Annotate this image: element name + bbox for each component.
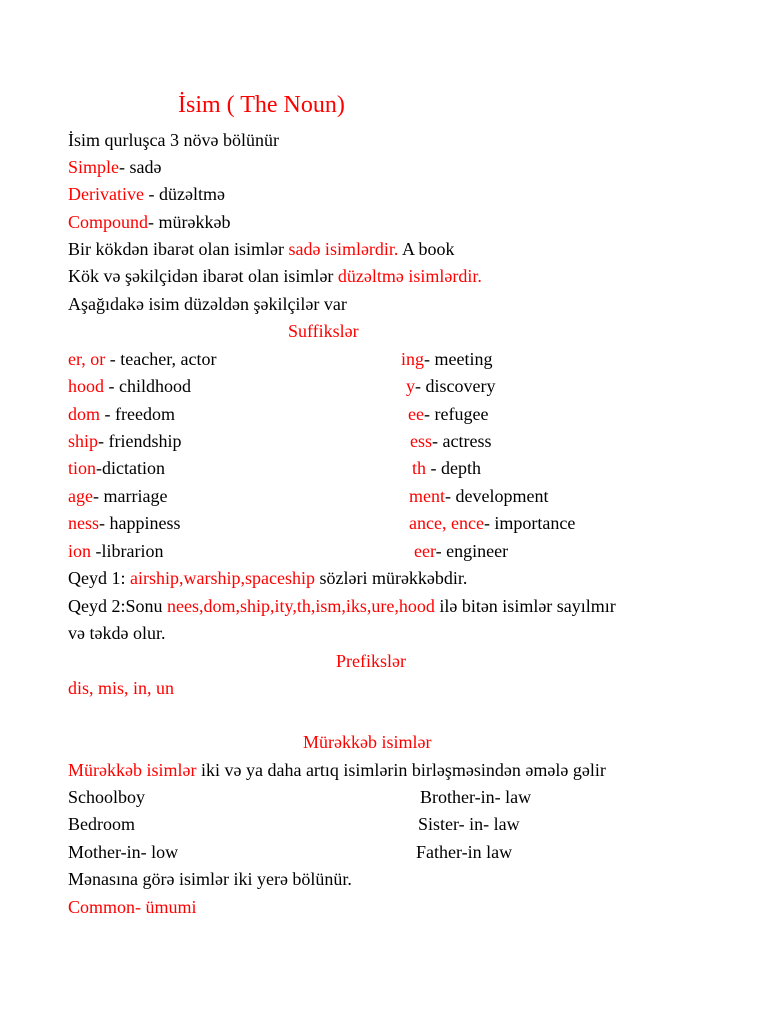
suffix-example: - freedom — [100, 404, 175, 424]
note-2 — [68, 595, 616, 617]
note-text: Qeyd 2:Sonu — [68, 596, 167, 616]
suffix-item — [68, 485, 167, 507]
suffix-item — [68, 540, 164, 562]
note-highlight: nees,dom,ship,ity,th,ism,iks,ure,hood — [167, 596, 435, 616]
suffix-term: ness — [68, 513, 99, 533]
suffix-term: ance, ence — [409, 513, 484, 533]
suffix-example: - importance — [483, 513, 576, 533]
suffix-item — [409, 512, 575, 534]
intro-line: İsim qurluşca 3 növə bölünür — [68, 130, 279, 150]
suffix-term: age — [68, 486, 93, 506]
suffix-item — [68, 403, 175, 425]
note-2-continuation: və təkdə olur. — [68, 623, 166, 643]
suffix-item — [68, 430, 182, 452]
common-def: - ümumi — [135, 897, 197, 917]
compound-example: Brother-in- law — [420, 787, 532, 807]
sentence-highlight: düzəltmə isimlərdir. — [337, 266, 482, 286]
simple-def: - sadə — [119, 157, 162, 177]
sentence-text: Bir kökdən ibarət olan isimlər — [68, 239, 289, 259]
suffix-example: - friendship — [98, 431, 182, 451]
suffixes-heading: Suffikslər — [288, 321, 359, 341]
suffix-term: dom — [68, 404, 101, 424]
suffix-term: ing — [401, 349, 425, 369]
suffix-term: ment — [409, 486, 445, 506]
suffix-item — [68, 512, 180, 534]
sentence-text: A book — [398, 239, 455, 259]
suffix-item — [409, 485, 548, 507]
suffix-item — [412, 457, 481, 479]
page-title: İsim ( The Noun) — [178, 92, 345, 118]
compound-def: - mürəkkəb — [148, 212, 231, 232]
suffix-example: -librarion — [91, 541, 164, 561]
note-1 — [68, 567, 467, 589]
derivative-def: - düzəltmə — [143, 184, 225, 204]
suffix-example: - refugee — [423, 404, 489, 424]
suffix-term: hood — [68, 376, 104, 396]
derivative-line — [68, 183, 225, 205]
compound-definition — [68, 759, 606, 781]
suffix-item — [408, 403, 488, 425]
suffix-example: - engineer — [435, 541, 509, 561]
note-highlight: airship,warship,spaceship — [130, 568, 315, 588]
suffix-item — [68, 348, 216, 370]
suffix-example: - childhood — [104, 376, 191, 396]
compound-example: Mother-in- low — [68, 842, 179, 862]
suffix-term: ee — [408, 404, 424, 424]
compound-def-text: iki və ya daha artıq isimlərin birləşməsindən əmələ gəlir — [196, 760, 606, 780]
compound-example: Sister- in- law — [418, 814, 520, 834]
common-term: Common — [68, 897, 136, 917]
note-text: ilə bitən isimlər sayılmır — [434, 596, 616, 616]
prefixes-heading: Prefikslər — [336, 651, 406, 671]
meaning-line: Mənasına görə isimlər iki yerə bölünür. — [68, 869, 352, 889]
compound-heading: Mürəkkəb isimlər — [303, 732, 432, 752]
sentence-highlight: sadə isimlərdir. — [288, 239, 399, 259]
prefix-list: dis, mis, in, un — [68, 678, 175, 698]
simple-term: Simple — [68, 157, 120, 177]
suffix-term: y — [406, 376, 415, 396]
suffix-example: - happiness — [99, 513, 181, 533]
suffix-term: eer — [414, 541, 436, 561]
note-text: Qeyd 1: — [68, 568, 130, 588]
suffix-term: tion — [68, 458, 97, 478]
compound-example: Bedroom — [68, 814, 135, 834]
suffix-intro-line: Aşağıdakə isim düzəldən şəkilçilər var — [68, 294, 347, 314]
compound-term: Compound — [68, 212, 149, 232]
derived-noun-sentence — [68, 265, 482, 287]
simple-noun-sentence — [68, 238, 454, 260]
suffix-example: - actress — [432, 431, 492, 451]
common-line — [68, 896, 197, 918]
suffix-term: er, or — [68, 349, 106, 369]
suffix-item — [68, 375, 191, 397]
compound-line — [68, 211, 230, 233]
derivative-term: Derivative — [68, 184, 144, 204]
suffix-example: - depth — [426, 458, 481, 478]
compound-example: Father-in law — [416, 842, 513, 862]
suffix-item — [68, 457, 165, 479]
suffix-item — [410, 430, 491, 452]
suffix-example: - meeting — [424, 349, 493, 369]
simple-line — [68, 156, 162, 178]
suffix-example: - teacher, actor — [105, 349, 217, 369]
compound-example: Schoolboy — [68, 787, 146, 807]
suffix-item — [414, 540, 508, 562]
suffix-term: ship — [68, 431, 99, 451]
suffix-example: - development — [445, 486, 549, 506]
suffix-example: -dictation — [96, 458, 165, 478]
suffix-term: ess — [410, 431, 432, 451]
suffix-term: th — [412, 458, 427, 478]
suffix-item — [401, 348, 493, 370]
sentence-text: Kök və şəkilçidən ibarət olan isimlər — [68, 266, 338, 286]
suffix-example: - marriage — [92, 486, 168, 506]
suffix-example: - discovery — [415, 376, 496, 396]
suffix-term: ion — [68, 541, 92, 561]
note-text: sözləri mürəkkəbdir. — [314, 568, 468, 588]
compound-term-highlight: Mürəkkəb isimlər — [68, 760, 197, 780]
suffix-item — [406, 375, 495, 397]
